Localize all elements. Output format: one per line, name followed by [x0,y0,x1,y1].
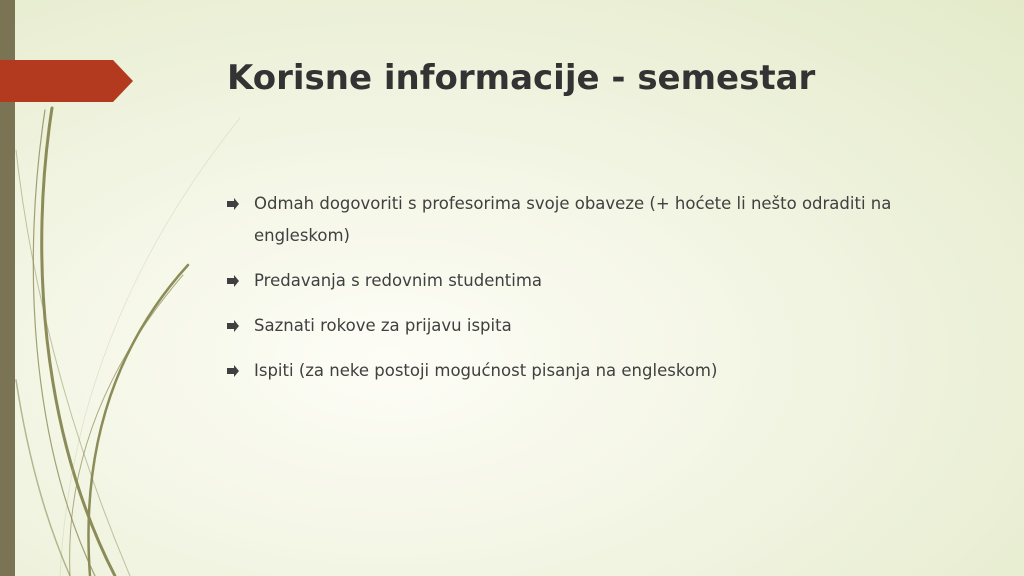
bullet-text: Predavanja s redovnim studentima [254,271,543,290]
list-item [226,310,966,342]
arrow-bullet-icon [226,274,240,288]
arrow-bullet-icon [226,364,240,378]
slide-title: Korisne informacije - semestar [227,58,816,98]
arrow-bullet-icon [226,319,240,333]
list-item [226,188,966,252]
bullet-list [226,188,966,400]
bullet-text: Ispiti (za neke postoji mogućnost pisanja na engleskom) [254,361,718,380]
list-item [226,355,966,387]
bullet-text: Odmah dogovoriti s profesorima svoje obaveze (+ hoćete li nešto odraditi na engleskom) [254,194,892,245]
bullet-text: Saznati rokove za prijavu ispita [254,316,512,335]
list-item [226,265,966,297]
arrow-bullet-icon [226,197,240,211]
